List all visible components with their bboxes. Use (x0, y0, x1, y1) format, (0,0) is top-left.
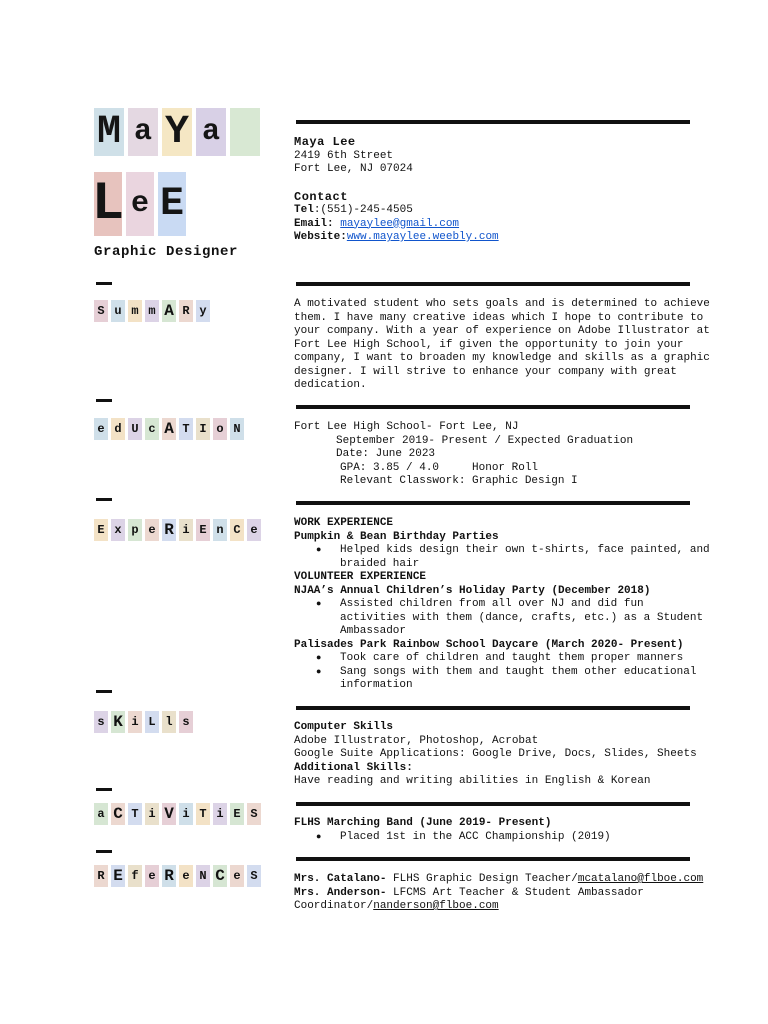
activities-heading (94, 803, 261, 825)
heading-letter-tile: f (128, 865, 142, 887)
name-first-tiles (94, 108, 260, 156)
summary-text: A motivated student who sets goals and is determined to achieve them. I have many creative ideas which I hope to contribute to your company. With a year of experience on Adobe Illustrator at Fort Lee High School, if given the opportunity to join your company, I want to broaden my knowledge and skills as a graphic designer. I will strive to enhance your company with great dedication. (294, 298, 710, 391)
additional-skills: Have reading and writing abilities in English & Korean (294, 775, 651, 787)
website-link[interactable]: www.mayaylee.weebly.com (346, 231, 499, 243)
reference-2-name: Mrs. Anderson- (294, 886, 387, 899)
job3-title: Palisades Park Rainbow School Daycare (March 2020- Present) (294, 638, 684, 651)
tel-label: Tel (294, 204, 314, 216)
heading-letter-tile: e (247, 519, 261, 541)
summary-dash (96, 282, 112, 285)
name-tile: E (158, 172, 186, 236)
name-tile: a (128, 108, 158, 156)
heading-letter-tile: E (196, 519, 210, 541)
contact-block (294, 136, 724, 245)
name-last-tiles (91, 172, 186, 236)
heading-letter-tile: i (213, 803, 227, 825)
reference-1-role: FLHS Graphic Design Teacher/ (386, 873, 578, 885)
name-tile: a (196, 108, 226, 156)
heading-letter-tile: A (162, 418, 176, 440)
heading-letter-tile: E (94, 519, 108, 541)
email-link[interactable]: mayaylee@gmail.com (340, 217, 460, 230)
education-school: Fort Lee High School- Fort Lee, NJ (294, 421, 519, 433)
volunteer-experience-heading: VOLUNTEER EXPERIENCE (294, 571, 427, 583)
job2-title: NJAA’s Annual Children’s Holiday Party (December 2018) (294, 584, 651, 597)
heading-letter-tile: s (94, 711, 108, 733)
job3-bullet1: ● Took care of children and taught them proper manners (294, 652, 714, 666)
rule-education (296, 405, 690, 409)
job3-bullet2: ● Sang songs with them and taught them other educational information (294, 666, 714, 693)
rule-skills (296, 706, 690, 710)
reference-2-email[interactable]: nanderson@flboe.com (373, 900, 499, 912)
skills-heading (94, 711, 193, 733)
education-heading (94, 418, 244, 440)
experience-dash (96, 498, 112, 501)
address-line2: Fort Lee, NJ 07024 (294, 163, 413, 175)
reference-2-line2 (294, 900, 724, 914)
job1-bullet1: ● Helped kids design their own t-shirts, face painted, and braided hair (294, 544, 714, 571)
heading-letter-tile: R (162, 519, 176, 541)
job-title: Graphic Designer (94, 244, 239, 260)
references-heading (94, 865, 261, 887)
additional-skills-heading: Additional Skills: (294, 761, 413, 774)
heading-letter-tile: E (111, 865, 125, 887)
work-experience-heading: WORK EXPERIENCE (294, 517, 394, 529)
reference-2-role-cont: Coordinator/ (294, 900, 374, 912)
heading-letter-tile: m (128, 300, 142, 322)
experience-heading (94, 519, 261, 541)
heading-letter-tile: T (179, 418, 193, 440)
reference-1 (294, 873, 724, 887)
heading-letter-tile: S (247, 865, 261, 887)
heading-letter-tile: x (111, 519, 125, 541)
heading-letter-tile: N (230, 418, 244, 440)
heading-letter-tile: m (145, 300, 159, 322)
heading-letter-tile: o (213, 418, 227, 440)
tel-line (294, 204, 724, 218)
heading-letter-tile: i (128, 711, 142, 733)
heading-letter-tile: V (162, 803, 176, 825)
references-dash (96, 850, 112, 853)
reference-2 (294, 887, 724, 901)
activity-title: FLHS Marching Band (June 2019- Present) (294, 817, 552, 829)
heading-letter-tile: K (111, 711, 125, 733)
heading-letter-tile: c (145, 418, 159, 440)
heading-letter-tile: N (196, 865, 210, 887)
name-tile (230, 108, 260, 156)
rule-activities (296, 802, 690, 806)
reference-1-name: Mrs. Catalano- (294, 873, 387, 885)
rule-experience (296, 501, 690, 505)
email-label: Email (294, 217, 328, 230)
skills-block (294, 721, 724, 789)
heading-letter-tile: A (162, 300, 176, 322)
education-gpa: GPA: 3.85 / 4.0 Honor Roll (340, 461, 539, 474)
heading-letter-tile: U (128, 418, 142, 440)
heading-letter-tile: s (179, 711, 193, 733)
heading-letter-tile: T (128, 803, 142, 825)
heading-letter-tile: R (162, 865, 176, 887)
heading-letter-tile: l (162, 711, 176, 733)
heading-letter-tile: L (145, 711, 159, 733)
reference-2-role: LFCMS Art Teacher & Student Ambassador (386, 886, 644, 899)
heading-letter-tile: C (111, 803, 125, 825)
heading-letter-tile: i (179, 519, 193, 541)
computer-skills-2: Google Suite Applications: Google Drive, Docs, Slides, Sheets (294, 748, 697, 760)
heading-letter-tile: R (179, 300, 193, 322)
address-line1: 2419 6th Street (294, 149, 394, 162)
email-line: Email: mayaylee@gmail.com (294, 217, 460, 230)
heading-letter-tile: T (196, 803, 210, 825)
heading-letter-tile: e (145, 865, 159, 887)
website-label: Website (294, 231, 341, 243)
heading-letter-tile: d (111, 418, 125, 440)
name-tile: L (91, 173, 125, 235)
heading-letter-tile: e (179, 865, 193, 887)
reference-1-email[interactable]: mcatalano@flboe.com (577, 873, 704, 885)
heading-letter-tile: p (128, 519, 142, 541)
heading-letter-tile: e (145, 519, 159, 541)
heading-letter-tile: a (94, 803, 108, 825)
education-block (294, 421, 724, 489)
website-line: Website:www.mayaylee.weebly.com (294, 231, 499, 243)
activity-bullet1: ● Placed 1st in the ACC Championship (2019) (294, 831, 724, 845)
heading-letter-tile: R (94, 865, 108, 887)
experience-block (294, 517, 714, 693)
name-tile: M (94, 108, 124, 156)
summary-heading (94, 300, 210, 322)
name-tile: Y (162, 108, 192, 156)
heading-letter-tile: I (196, 418, 210, 440)
contact-heading: Contact (294, 189, 348, 204)
education-dash (96, 399, 112, 402)
heading-letter-tile: C (230, 519, 244, 541)
heading-letter-tile: C (213, 865, 227, 887)
rule-summary (296, 282, 690, 286)
references-block (294, 873, 724, 914)
heading-letter-tile: E (230, 803, 244, 825)
computer-skills-1: Adobe Illustrator, Photoshop, Acrobat (294, 734, 539, 747)
heading-letter-tile: n (213, 519, 227, 541)
job1-title: Pumpkin & Bean Birthday Parties (294, 530, 499, 543)
contact-name: Maya Lee (294, 135, 356, 149)
heading-letter-tile: e (230, 865, 244, 887)
activities-block (294, 817, 724, 844)
rule-top (296, 120, 690, 124)
activities-dash (96, 788, 112, 791)
job2-bullet1: ● Assisted children from all over NJ and did fun activities with them (dance, crafts, etc.) as a Student Ambassador (294, 598, 714, 639)
computer-skills-heading: Computer Skills (294, 721, 394, 733)
name-tile: e (126, 172, 154, 236)
tel-value: :(551)-245-4505 (313, 204, 413, 216)
heading-letter-tile: e (94, 418, 108, 440)
education-dates: September 2019- Present / Expected Graduation (336, 434, 634, 447)
heading-letter-tile: S (94, 300, 108, 322)
heading-letter-tile: y (196, 300, 210, 322)
heading-letter-tile: i (179, 803, 193, 825)
rule-references (296, 857, 690, 861)
heading-letter-tile: S (247, 803, 261, 825)
education-classwork: Relevant Classwork: Graphic Design I (340, 475, 578, 487)
heading-letter-tile: i (145, 803, 159, 825)
skills-dash (96, 690, 112, 693)
education-date: Date: June 2023 (336, 448, 436, 460)
heading-letter-tile: u (111, 300, 125, 322)
